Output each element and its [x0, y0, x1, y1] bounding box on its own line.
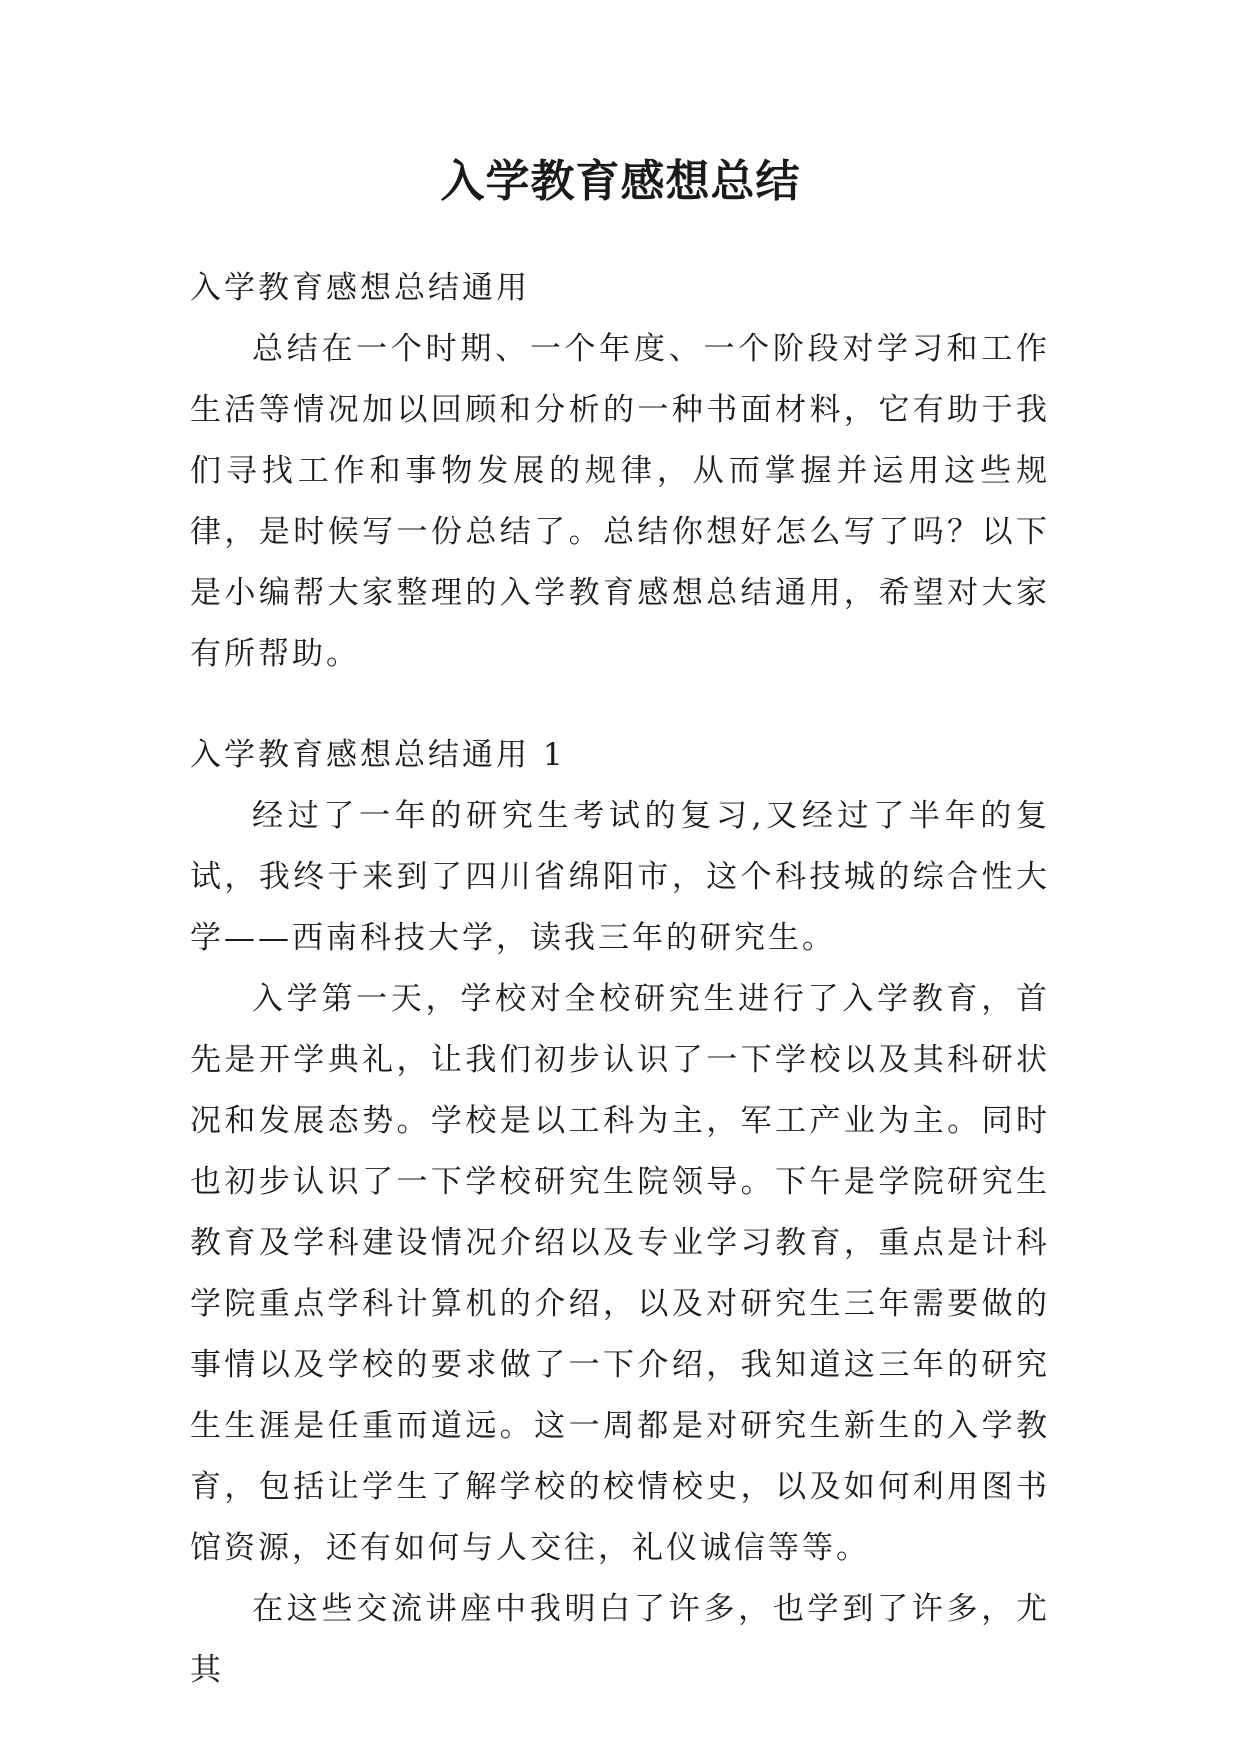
intro-paragraph: 总结在一个时期、一个年度、一个阶段对学习和工作生活等情况加以回顾和分析的一种书面材料，它有助于我们寻找工作和事物发展的规律，从而掌握并运用这些规律，是时候写一份总结了。总结你想好怎么写了吗？以下是小编帮大家整理的入学教育感想总结通用，希望对大家有所帮助。 — [190, 331, 1050, 672]
document-title: 入学教育感想总结 — [440, 156, 801, 207]
body-paragraph: 在这些交流讲座中我明白了许多，也学到了许多，尤其 — [190, 1591, 1050, 1688]
section-spacer — [190, 685, 1050, 725]
body-paragraph: 入学第一天，学校对全校研究生进行了入学教育，首先是开学典礼，让我们初步认识了一下学校以及其科研状况和发展态势。学校是以工科为主，军工产业为主。同时也初步认识了一下学校研究生院领导。下午是学院研究生教育及学科建设情况介绍以及专业学习教育，重点是计科学院重点学科计算机的介绍，以及对研究生三年需要做的事情以及学校的要求做了一下介绍，我知道这三年的研究生生涯是任重而道远。这一周都是对研究生新生的入学教育，包括让学生了解学校的校情校史，以及如何利用图书馆资源，还有如何与人交往，礼仪诚信等等。 — [190, 981, 1050, 1566]
section-heading: 入学教育感想总结通用 1 — [190, 737, 566, 773]
document-body — [190, 258, 1050, 1701]
document-subtitle: 入学教育感想总结通用 — [190, 270, 530, 306]
body-paragraph: 经过了一年的研究生考试的复习,又经过了半年的复试，我终于来到了四川省绵阳市，这个科技城的综合性大学——西南科技大学，读我三年的研究生。 — [190, 798, 1050, 956]
